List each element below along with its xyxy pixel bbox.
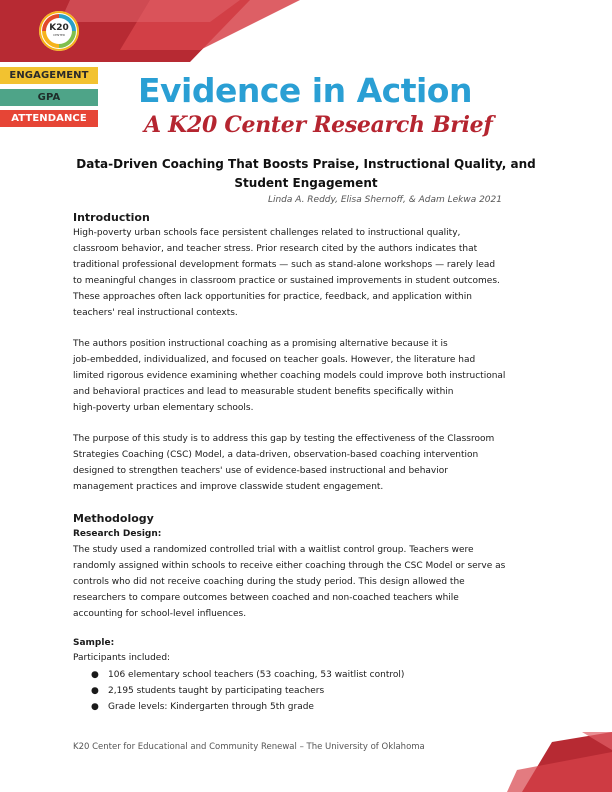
list-item: ● Grade levels: Kindergarten through 5th grade [91, 702, 314, 713]
heading-line-1: Data-Driven Coaching That Boosts Praise, Instructional Quality, and [76, 157, 536, 171]
footer-text: K20 Center for Educational and Community Renewal – The University of Oklahoma [73, 742, 425, 752]
logo-subtext: CENTER [52, 33, 66, 37]
introduction-heading: Introduction [73, 211, 150, 224]
k20-logo [39, 11, 79, 51]
authors: Linda A. Reddy, Elisa Shernoff, & Adam Lekwa 2021 [267, 195, 502, 205]
article-heading [70, 155, 542, 193]
sample-intro: Participants included: [73, 653, 171, 664]
sample-heading: Sample: [73, 637, 115, 648]
heading-line-2: Student Engagement [234, 176, 378, 190]
introduction-paragraph-3: The purpose of this study is to address this gap by testing the effectiveness of the Classroom Strategies Coaching (CSC) Model, a data-driven, observation-based coaching intervention designed to strengthen teachers' use of evidence-based instructional and behavior management practices and improve classwide student engagement. [73, 433, 495, 492]
introduction-paragraph-1: High-poverty urban schools face persistent challenges related to instructional quality, classroom behavior, and teacher stress. Prior research cited by the authors indicates that traditional professional development formats — such as stand-alone workshops — rarely lead to meaningful changes in classroom practice or sustained improvements in student outcomes. These approaches often lack opportunities for practice, feedback, and application within teachers' real instructional contexts. [73, 228, 500, 318]
research-design-paragraph: The study used a randomized controlled trial with a waitlist control group. Teachers were randomly assigned within schools to receive either coaching through the CSC Model or serve as controls who did not receive coaching during the study period. This design allowed the researchers to compare outcomes between coached and non-coached teachers while accounting for school-level influences. [73, 545, 506, 619]
logo-text: K20 [49, 23, 69, 33]
methodology-heading: Methodology [73, 512, 154, 526]
page-subtitle: A K20 Center Research Brief [144, 112, 493, 138]
tag-attendance: ATTENDANCE [0, 110, 98, 127]
tag-gpa: GPA [0, 89, 98, 106]
introduction-paragraph-2: The authors position instructional coaching as a promising alternative because it is job-embedded, individualized, and focused on teacher goals. However, the literature had limited rigorous evidence examining whether coaching models could improve both instructional and behavioral practices and lead to measurable student benefits specifically within high-poverty urban elementary schools. [73, 338, 506, 413]
page-title: Evidence in Action [138, 71, 472, 110]
list-item: ● 2,195 students taught by participating teachers [91, 686, 325, 697]
footer-banner-graphic [492, 732, 612, 792]
list-item: ● 106 elementary school teachers (53 coaching, 53 waitlist control) [91, 670, 405, 681]
article-body [73, 210, 543, 715]
sample-list [73, 667, 543, 715]
research-design-heading: Research Design: [73, 529, 162, 540]
tag-engagement: ENGAGEMENT [0, 67, 98, 84]
